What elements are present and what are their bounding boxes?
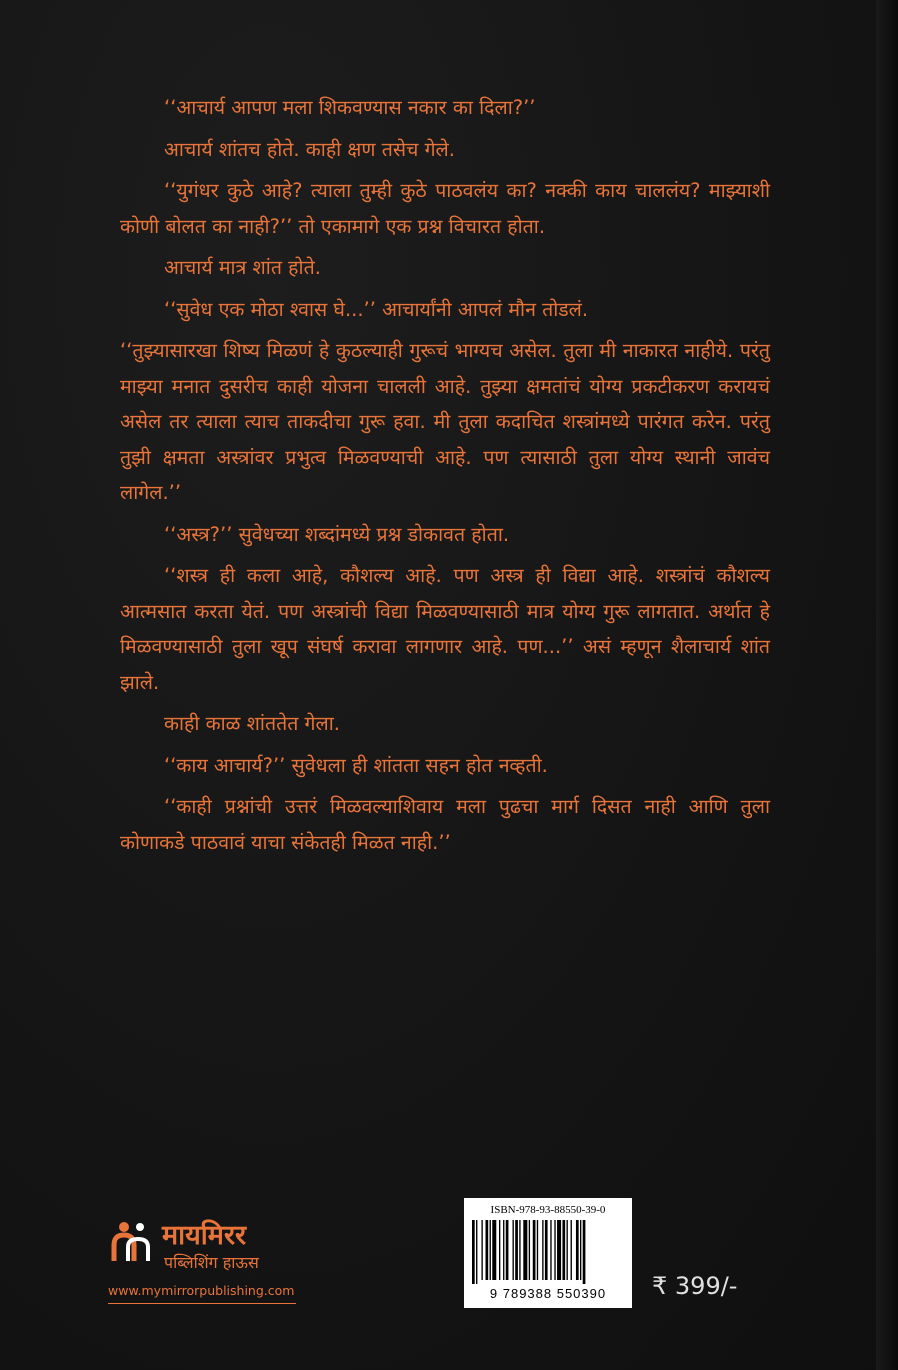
isbn-label: ISBN-978-93-88550-39-0 bbox=[490, 1204, 606, 1216]
blurb-text bbox=[120, 90, 770, 866]
publisher-block bbox=[108, 1215, 308, 1305]
barcode-bar bbox=[542, 1220, 543, 1280]
mymirror-logo-icon bbox=[108, 1219, 154, 1265]
divider bbox=[108, 1303, 296, 1304]
barcode-bar bbox=[557, 1220, 561, 1280]
barcode-bar bbox=[506, 1220, 509, 1280]
barcode-bar bbox=[545, 1220, 548, 1280]
blurb-paragraph: ‘‘काही प्रश्नांची उत्तरं मिळवल्याशिवाय मला पुढचा मार्ग दिसत नाही आणि तुला कोणाकडे पाठवावं याचा संकेतही मिळत नाही.’’ bbox=[120, 795, 770, 854]
barcode-bar bbox=[519, 1220, 520, 1280]
barcode-bar bbox=[523, 1220, 527, 1280]
barcode-bar bbox=[583, 1220, 586, 1284]
barcode-bar bbox=[481, 1220, 482, 1280]
barcode-bar bbox=[576, 1220, 579, 1280]
barcode-bar bbox=[554, 1220, 555, 1280]
barcode-bar bbox=[533, 1220, 536, 1280]
barcode-bar bbox=[580, 1220, 581, 1280]
barcode-bar bbox=[562, 1220, 565, 1280]
barcode-bar bbox=[486, 1220, 489, 1280]
blurb-paragraph: ‘‘तुझ्यासारखा शिष्य मिळणं हे कुठल्याही गुरूचं भाग्यच असेल. तुला मी नाकारत नाहीये. परंतु माझ्या मनात दुसरीच काही योजना चालली आहे. तुझ्या क्षमतांचं योग्य प्रकटीकरण करायचं असेल तर त्याला त्याच ताकदीचा गुरू हवा. मी तुला कदाचित शस्त्रांमध्ये पारंगत करेन. परंतु तुझी क्षमता अस्त्रांवर प्रभुत्व मिळवण्याची आहे. पण त्यासाठी तुला योग्य स्थानी जावंच लागेल.’’ bbox=[120, 339, 770, 504]
barcode-bar bbox=[472, 1220, 475, 1284]
price-label: ₹ 399/- bbox=[652, 1272, 738, 1300]
barcode-bar bbox=[499, 1220, 500, 1280]
blurb-paragraph: ‘‘आचार्य आपण मला शिकवण्यास नकार का दिला?’’ bbox=[164, 96, 536, 119]
spine-edge bbox=[876, 0, 898, 1370]
barcode-bar bbox=[529, 1220, 530, 1280]
barcode-bar bbox=[503, 1220, 504, 1280]
blurb-paragraph: काही काळ शांततेत गेला. bbox=[164, 712, 340, 735]
barcode-bar bbox=[490, 1220, 491, 1280]
barcode-bar bbox=[567, 1220, 568, 1280]
blurb-paragraph: आचार्य मात्र शांत होते. bbox=[164, 256, 321, 279]
barcode-digits: 9 789388 550390 bbox=[489, 1286, 607, 1301]
barcode-bar bbox=[515, 1220, 518, 1280]
publisher-url[interactable]: www.mymirrorpublishing.com bbox=[108, 1283, 295, 1298]
blurb-paragraph: ‘‘युगंधर कुठे आहे? त्याला तुम्ही कुठे पाठवलंय का? नक्की काय चाललंय? माझ्याशी कोणी बोलत का नाही?’’ तो एकामागे एक प्रश्न विचारत होता. bbox=[120, 179, 770, 238]
blurb-paragraph: ‘‘सुवेध एक मोठा श्वास घे...’’ आचार्यांनी आपलं मौन तोडलं. bbox=[164, 297, 589, 321]
publisher-name: मायमिरर bbox=[162, 1220, 247, 1251]
blurb-paragraph: आचार्य शांतच होते. काही क्षण तसेच गेले. bbox=[164, 137, 455, 161]
barcode-bar bbox=[550, 1220, 551, 1280]
isbn-barcode bbox=[464, 1198, 632, 1308]
barcode-bar bbox=[571, 1220, 572, 1280]
publisher-subtitle: पब्लिशिंग हाऊस bbox=[164, 1253, 259, 1272]
blurb-paragraph: ‘‘काय आचार्य?’’ सुवेधला ही शांतता सहन होत नव्हती. bbox=[164, 753, 548, 777]
blurb-paragraph: ‘‘अस्त्र?’’ सुवेधच्या शब्दांमध्ये प्रश्न डोकावत होता. bbox=[164, 522, 510, 546]
blurb-paragraph: ‘‘शस्त्र ही कला आहे, कौशल्य आहे. पण अस्त्र ही विद्या आहे. शस्त्रांचं कौशल्य आत्मसात करता येतं. पण अस्त्रांची विद्या मिळवण्यासाठी मात्र योग्य गुरू लागतात. अर्थात हे मिळवण्यासाठी तुला खूप संघर्ष करावा लागणार आहे. पण...’’ असं म्हणून शैलाचार्य शांत झाले. bbox=[120, 564, 770, 694]
barcode-bar bbox=[476, 1220, 477, 1284]
barcode-bar bbox=[513, 1220, 514, 1280]
barcode-bar bbox=[492, 1220, 496, 1280]
barcode-bar bbox=[537, 1220, 538, 1280]
barcode-bars bbox=[472, 1220, 624, 1284]
